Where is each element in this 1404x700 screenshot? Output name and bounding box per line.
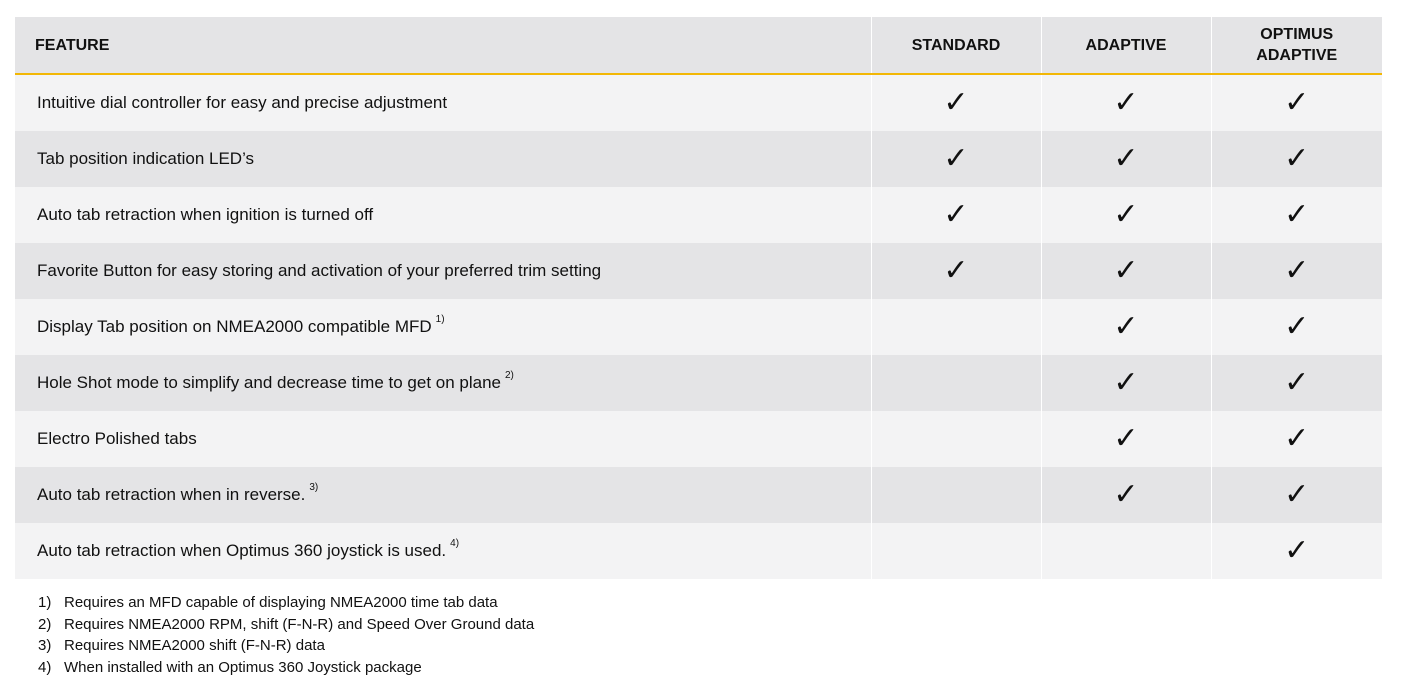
checkmark-icon: ✓ (943, 197, 969, 232)
mark-cell-adaptive (1041, 411, 1211, 467)
mark-cell-standard (871, 131, 1041, 187)
footnote-text: When installed with an Optimus 360 Joystick package (64, 659, 422, 677)
mark-cell-standard (871, 187, 1041, 243)
checkmark-icon: ✓ (1113, 85, 1139, 120)
footnote-number: 2) (38, 615, 52, 633)
footnote-number: 3) (38, 637, 52, 655)
feature-cell (15, 355, 871, 411)
mark-cell-adaptive (1041, 187, 1211, 243)
mark-cell-optimus (1211, 74, 1382, 131)
table-row (15, 74, 1382, 131)
checkmark-icon: ✓ (1113, 141, 1139, 176)
feature-cell (15, 187, 871, 243)
mark-cell-standard (871, 467, 1041, 523)
feature-label: Display Tab position on NMEA2000 compatible MFD (37, 317, 432, 336)
feature-label: Hole Shot mode to simplify and decrease time to get on plane (37, 373, 501, 392)
feature-label: Tab position indication LED’s (37, 149, 255, 168)
table-row (15, 299, 1382, 355)
checkmark-icon: ✓ (943, 253, 969, 288)
feature-cell (15, 131, 871, 187)
mark-cell-optimus (1211, 243, 1382, 299)
feature-label: Favorite Button for easy storing and activation of your preferred trim setting (37, 261, 602, 280)
mark-cell-standard (871, 411, 1041, 467)
checkmark-icon: ✓ (1284, 365, 1310, 400)
checkmark-icon: ✓ (1284, 85, 1310, 120)
checkmark-icon: ✓ (1113, 197, 1139, 232)
checkmark-icon: ✓ (1113, 365, 1139, 400)
checkmark-icon: ✓ (1113, 253, 1139, 288)
checkmark-icon: ✓ (1284, 253, 1310, 288)
feature-cell (15, 411, 871, 467)
mark-cell-standard (871, 243, 1041, 299)
header-optimus-line1: OPTIMUS (1260, 26, 1334, 43)
table-body (15, 74, 1382, 579)
checkmark-icon: ✓ (1113, 477, 1139, 512)
table-row (15, 187, 1382, 243)
table-row (15, 355, 1382, 411)
footnotes (38, 592, 534, 679)
table-header-row (15, 17, 1382, 74)
mark-cell-optimus (1211, 187, 1382, 243)
mark-cell-standard (871, 299, 1041, 355)
footnote-item (38, 592, 534, 614)
header-standard: STANDARD (871, 17, 1041, 74)
footnote-marker: 1) (435, 314, 445, 325)
mark-cell-standard (871, 355, 1041, 411)
mark-cell-optimus (1211, 355, 1382, 411)
checkmark-icon: ✓ (943, 141, 969, 176)
table-row (15, 411, 1382, 467)
mark-cell-standard (871, 74, 1041, 131)
checkmark-icon: ✓ (1284, 141, 1310, 176)
checkmark-icon: ✓ (1284, 533, 1310, 568)
mark-cell-adaptive (1041, 523, 1211, 579)
checkmark-icon: ✓ (1284, 309, 1310, 344)
footnote-text: Requires NMEA2000 RPM, shift (F-N-R) and Speed Over Ground data (64, 615, 535, 633)
checkmark-icon: ✓ (1113, 309, 1139, 344)
header-optimus-adaptive (1211, 17, 1382, 74)
checkmark-icon: ✓ (943, 85, 969, 120)
header-feature: FEATURE (15, 17, 871, 74)
mark-cell-optimus (1211, 467, 1382, 523)
checkmark-icon: ✓ (1284, 197, 1310, 232)
checkmark-icon: ✓ (1284, 421, 1310, 456)
table-row (15, 243, 1382, 299)
feature-label: Intuitive dial controller for easy and precise adjustment (37, 93, 448, 112)
feature-label: Auto tab retraction when ignition is turned off (37, 205, 374, 224)
checkmark-icon: ✓ (1284, 477, 1310, 512)
checkmark-icon: ✓ (1113, 421, 1139, 456)
footnote-item (38, 657, 534, 679)
header-optimus-line2: ADAPTIVE (1256, 47, 1338, 64)
table-row (15, 467, 1382, 523)
feature-cell (15, 74, 871, 131)
mark-cell-optimus (1211, 411, 1382, 467)
feature-cell (15, 299, 871, 355)
feature-label: Auto tab retraction when in reverse. (37, 485, 306, 504)
mark-cell-adaptive (1041, 131, 1211, 187)
header-adaptive: ADAPTIVE (1041, 17, 1211, 74)
mark-cell-standard (871, 523, 1041, 579)
mark-cell-adaptive (1041, 467, 1211, 523)
table-row (15, 131, 1382, 187)
mark-cell-optimus (1211, 523, 1382, 579)
mark-cell-optimus (1211, 131, 1382, 187)
feature-comparison-table (15, 17, 1382, 579)
footnote-marker: 4) (450, 538, 460, 549)
feature-comparison-table-container (15, 17, 1382, 579)
footnote-text: Requires an MFD capable of displaying NMEA2000 time tab data (64, 594, 498, 611)
feature-label: Electro Polished tabs (37, 429, 197, 448)
footnote-marker: 2) (505, 370, 514, 381)
mark-cell-adaptive (1041, 74, 1211, 131)
footnote-number: 1) (38, 594, 52, 611)
footnote-item (38, 635, 534, 657)
feature-cell (15, 467, 871, 523)
mark-cell-adaptive (1041, 243, 1211, 299)
footnote-marker: 3) (309, 482, 319, 493)
footnote-number: 4) (38, 659, 52, 677)
footnote-text: Requires NMEA2000 shift (F-N-R) data (64, 637, 325, 655)
feature-label: Auto tab retraction when Optimus 360 joystick is used. (37, 541, 447, 560)
table-row (15, 523, 1382, 579)
feature-cell (15, 243, 871, 299)
feature-cell (15, 523, 871, 579)
mark-cell-optimus (1211, 299, 1382, 355)
mark-cell-adaptive (1041, 355, 1211, 411)
mark-cell-adaptive (1041, 299, 1211, 355)
footnote-item (38, 614, 534, 636)
